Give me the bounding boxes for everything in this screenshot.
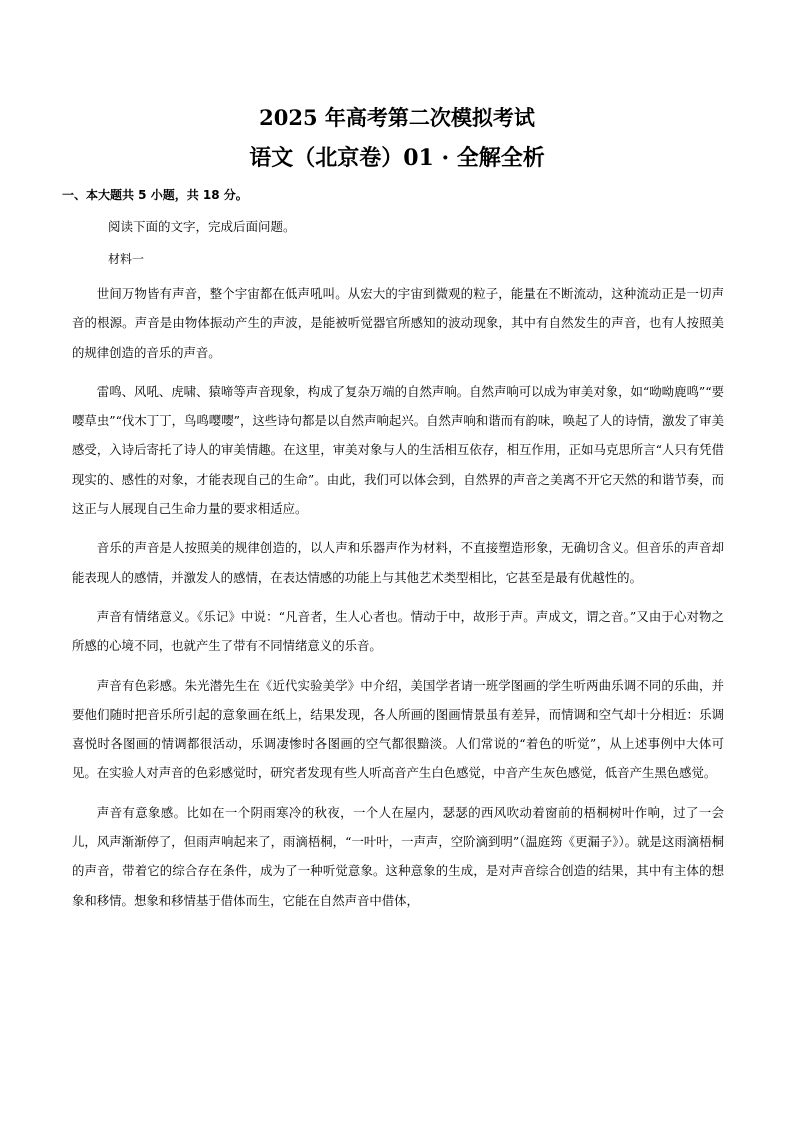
passage-body xyxy=(72,279,724,925)
paragraph: 声音有情绪意义。《乐记》中说：“凡音者，生人心者也。情动于中，故形于声。声成文，谓之音。”又由于心对物之所感的心境不同，也就产生了带有不同情绪意义的乐音。 xyxy=(72,608,724,654)
paragraph: 世间万物皆有声音，整个宇宙都在低声吼叫。从宏大的宇宙到微观的粒子，能量在不断流动，这种流动正是一切声音的根源。声音是由物体振动产生的声波，是能被听觉器官所感知的波动现象，其中有自然发生的声音，也有人按照美的规律创造的音乐的声音。 xyxy=(72,286,724,360)
section-heading: 一、本大题共 5 小题，共 18 分。 xyxy=(62,188,248,202)
paragraph: 声音有意象感。比如在一个阴雨寒冷的秋夜，一个人在屋内，瑟瑟的西风吹动着窗前的梧桐树叶作响，过了一会儿，风声渐渐停了，但雨声响起来了，雨滴梧桐，“一叶叶，一声声，空阶滴到明”（温庭筠《更漏子》）。就是这雨滴梧桐的声音，带着它的综合存在条件，成为了一种听觉意象。这种意象的生成，是对声音综合创造的结果，其中有主体的想象和移情。想象和移情基于借体而生，它能在自然声音中借体， xyxy=(72,804,724,908)
paragraph: 声音有色彩感。朱光潜先生在《近代实验美学》中介绍，美国学者请一班学图画的学生听两曲乐调不同的乐曲，并要他们随时把音乐所引起的意象画在纸上，结果发现，各人所画的图画情景虽有差异，而情调和空气却十分相近：乐调喜悦时各图画的情调都很活动，乐调凄惨时各图画的空气都很黯淡。人们常说的“着色的听觉”，从上述事例中大体可见。在实验人对声音的色彩感觉时，研究者发现有些人听高音产生白色感觉，中音产生灰色感觉，低音产生黑色感觉。 xyxy=(72,677,724,781)
reading-instruction: 阅读下面的文字，完成后面问题。 xyxy=(108,219,296,234)
paragraph: 雷鸣、风吼、虎啸、猿啼等声音现象，构成了复杂万端的自然声响。自然声响可以成为审美对象，如“呦呦鹿鸣”“要嘤草虫”“伐木丁丁，鸟鸣嘤嘤”，这些诗句都是以自然声响起兴。自然声响和谐而有韵味，唤起了人的诗情，激发了审美感受，入诗后寄托了诗人的审美情趣。在这里，审美对象与人的生活相互依存，相互作用，正如马克思所言“人只有凭借现实的、感性的对象，才能表现自己的生命”。由此，我们可以体会到，自然界的声音之美离不开它天然的和谐节奏，而这正与人展现自己生命力量的要求相适应。 xyxy=(72,383,724,517)
material-label: 材料一 xyxy=(108,252,145,266)
page-subtitle: 语文（北京卷）01 · 全解全析 xyxy=(249,145,545,171)
page-title: 2025 年高考第二次模拟考试 xyxy=(259,105,535,130)
paragraph: 音乐的声音是人按照美的规律创造的，以人声和乐器声作为材料，不直接塑造形象，无确切含义。但音乐的声音却能表现人的感情，并激发人的感情，在表达情感的功能上与其他艺术类型相比，它甚至是最有优越性的。 xyxy=(72,540,724,585)
